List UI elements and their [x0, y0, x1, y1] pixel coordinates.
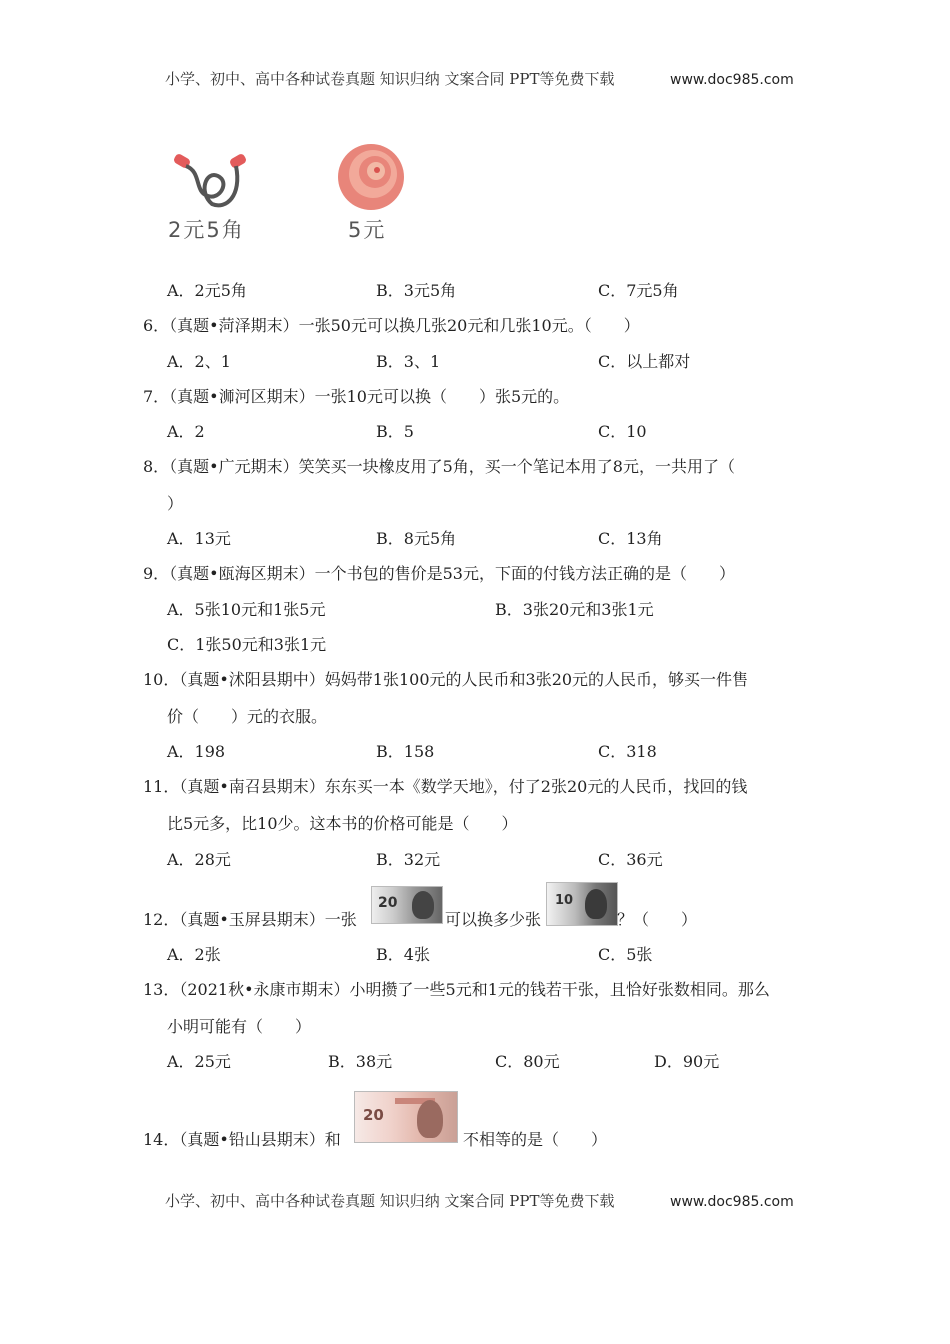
page-header: 小学、初中、高中各种试卷真题 知识归纳 文案合同 PPT等免费下载 — [165, 70, 615, 88]
q13-option-b[interactable]: B．38元 — [328, 1052, 393, 1071]
q13-stem-cont: 小明可能有（ ） — [167, 1017, 312, 1036]
q8-option-b[interactable]: B．8元5角 — [376, 529, 457, 548]
q14-stem-post: 不相等的是（ ） — [463, 1130, 608, 1149]
q12-stem-pre: 12．（真题•玉屏县期末）一张 — [143, 910, 357, 929]
q11-option-c[interactable]: C．36元 — [598, 850, 663, 869]
q5-option-a[interactable]: A．2元5角 — [167, 281, 247, 300]
jump-rope-icon — [172, 152, 252, 212]
q13-option-d[interactable]: D．90元 — [654, 1052, 720, 1071]
q6-option-b[interactable]: B．3、1 — [376, 352, 441, 371]
banknote-20-color-image — [354, 1091, 458, 1143]
q8-option-c[interactable]: C．13角 — [598, 529, 663, 548]
q14-stem-pre: 14．（真题•铅山县期末）和 — [143, 1130, 341, 1149]
rope-price: 2元5角 — [168, 218, 245, 242]
target-price: 5元 — [348, 218, 387, 242]
q9-option-b[interactable]: B．3张20元和3张1元 — [495, 600, 654, 619]
banknote-20-image — [371, 886, 443, 924]
q5-option-c[interactable]: C．7元5角 — [598, 281, 679, 300]
q11-option-b[interactable]: B．32元 — [376, 850, 441, 869]
q10-option-a[interactable]: A．198 — [167, 742, 226, 761]
q8-option-a[interactable]: A．13元 — [167, 529, 231, 548]
q12-stem-post: ？（ ） — [617, 910, 698, 929]
q10-stem: 10．（真题•沭阳县期中）妈妈带1张100元的人民币和3张20元的人民币，够买一件售 — [143, 670, 749, 689]
q13-option-c[interactable]: C．80元 — [495, 1052, 560, 1071]
q11-stem: 11．（真题•南召县期末）东东买一本《数学天地》，付了2张20元的人民币，找回的钱 — [143, 777, 748, 796]
q6-stem: 6．（真题•菏泽期末）一张50元可以换几张20元和几张10元。（ ） — [143, 316, 640, 335]
header-url: www.doc985.com — [670, 72, 794, 88]
q12-option-a[interactable]: A．2张 — [167, 945, 221, 964]
banknote-10-image — [546, 882, 618, 926]
q10-option-b[interactable]: B．158 — [376, 742, 435, 761]
q7-option-b[interactable]: B．5 — [376, 422, 414, 441]
target-icon — [336, 142, 406, 212]
q6-option-a[interactable]: A．2、1 — [167, 352, 231, 371]
q12-option-b[interactable]: B．4张 — [376, 945, 430, 964]
q12-option-c[interactable]: C．5张 — [598, 945, 653, 964]
q9-stem: 9．（真题•瓯海区期末）一个书包的售价是53元，下面的付钱方法正确的是（ ） — [143, 564, 735, 583]
q11-stem-cont: 比5元多，比10少。这本书的价格可能是（ ） — [167, 814, 518, 833]
q10-option-c[interactable]: C．318 — [598, 742, 657, 761]
q9-option-a[interactable]: A．5张10元和1张5元 — [167, 600, 326, 619]
q6-option-c[interactable]: C．以上都对 — [598, 352, 691, 371]
q9-option-c[interactable]: C．1张50元和3张1元 — [167, 635, 327, 654]
banknote-10-value: 10 — [555, 893, 574, 908]
q5-option-b[interactable]: B．3元5角 — [376, 281, 457, 300]
page-footer: 小学、初中、高中各种试卷真题 知识归纳 文案合同 PPT等免费下载 — [165, 1192, 615, 1210]
q8-stem: 8．（真题•广元期末）笑笑买一块橡皮用了5角，买一个笔记本用了8元，一共用了（ — [143, 457, 735, 476]
q7-option-c[interactable]: C．10 — [598, 422, 647, 441]
banknote-20-value: 20 — [378, 895, 398, 911]
q8-stem-cont: ） — [167, 494, 184, 513]
q13-option-a[interactable]: A．25元 — [167, 1052, 231, 1071]
footer-url: www.doc985.com — [670, 1194, 794, 1210]
banknote-20-color-value: 20 — [363, 1106, 384, 1124]
q13-stem: 13．（2021秋•永康市期末）小明攒了一些5元和1元的钱若干张，且恰好张数相同。那么 — [143, 980, 770, 999]
q11-option-a[interactable]: A．28元 — [167, 850, 231, 869]
q7-stem: 7．（真题•浉河区期末）一张10元可以换（ ）张5元的。 — [143, 387, 570, 406]
q7-option-a[interactable]: A．2 — [167, 422, 205, 441]
q12-stem-mid: 可以换多少张 — [445, 910, 542, 929]
q10-stem-cont: 价（ ）元的衣服。 — [167, 707, 328, 726]
